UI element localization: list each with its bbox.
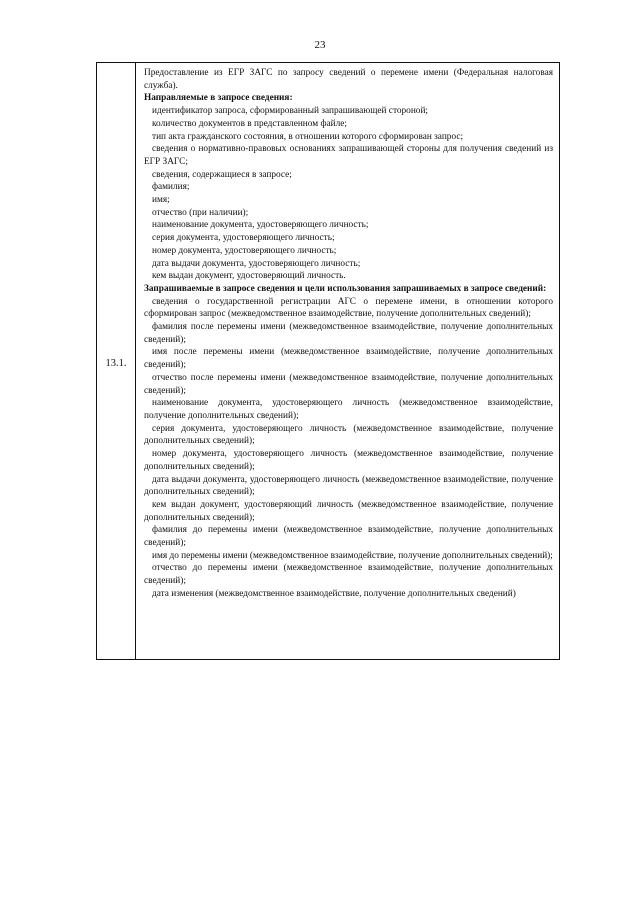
requested-item: отчество до перемены имени (межведомственное взаимодействие, получение дополнительных сведений); [144, 563, 553, 587]
sent-item: количество документов в представленном файле; [152, 118, 347, 129]
sent-item: идентификатор запроса, сформированный запрашивающей стороной; [152, 106, 429, 117]
requested-item: номер документа, удостоверяющего личность (межведомственное взаимодействие, получение дополнительных сведений); [144, 449, 553, 472]
sent-item: дата выдачи документа, удостоверяющего личность; [152, 258, 361, 269]
document-table [96, 62, 560, 660]
sent-item: фамилия; [152, 182, 190, 193]
requested-item: отчество после перемены имени (межведомственное взаимодействие, получение дополнительных сведений); [144, 372, 553, 396]
row-content-cell [136, 63, 559, 601]
sent-item: отчество (при наличии); [152, 207, 249, 218]
sent-item: наименование документа, удостоверяющего личность; [152, 220, 369, 231]
requested-item: дата изменения (межведомственное взаимодействие, получение дополнительных сведений) [152, 588, 516, 599]
sent-item: серия документа, удостоверяющего личность; [152, 233, 335, 244]
row-number: 13.1. [105, 358, 127, 369]
requested-item: фамилия до перемены имени (межведомственное взаимодействие, получение дополнительных сведений); [144, 525, 553, 549]
sent-item: имя; [152, 195, 170, 206]
sent-item: номер документа, удостоверяющего личность; [152, 245, 337, 256]
sent-item: кем выдан документ, удостоверяющий личность. [152, 271, 346, 282]
row-number-cell [97, 63, 136, 659]
requested-data-heading: Запрашиваемые в запросе сведения и цели использования запрашиваемых в запросе сведений: [144, 283, 547, 294]
sent-item: сведения о нормативно-правовых основаниях запрашивающей стороны для получения сведений из ЕГР ЗАГС; [144, 144, 553, 167]
requested-item: серия документа, удостоверяющего личность (межведомственное взаимодействие, получение дополнительных сведений); [144, 423, 553, 447]
service-description: Предоставление из ЕГР ЗАГС по запросу сведений о перемене имени (Федеральная налоговая служба). [144, 68, 553, 91]
requested-item: сведения о государственной регистрации АГС о перемене имени, в отношении которого сформирован запрос (межведомственное взаимодействие, получение дополнительных сведений); [144, 296, 553, 320]
sent-item: тип акта гражданского состояния, в отношении которого сформирован запрос; [152, 131, 464, 142]
requested-item: имя до перемены имени (межведомственное взаимодействие, получение дополнительных сведений); [152, 550, 553, 561]
sent-item: сведения, содержащиеся в запросе; [152, 169, 292, 180]
sent-data-heading: Направляемые в запросе сведения: [144, 93, 293, 104]
requested-item: кем выдан документ, удостоверяющий личность (межведомственное взаимодействие, получение дополнительных сведений); [144, 499, 553, 523]
requested-item: дата выдачи документа, удостоверяющего личность (межведомственное взаимодействие, получение дополнительных сведений); [144, 474, 553, 498]
requested-item: наименование документа, удостоверяющего личность (межведомственное взаимодействие, получение дополнительных сведений); [144, 398, 553, 421]
requested-item: фамилия после перемены имени (межведомственное взаимодействие, получение дополнительных сведений); [144, 322, 553, 345]
requested-item: имя после перемены имени (межведомственное взаимодействие, получение дополнительных сведений); [144, 347, 553, 371]
page-number: 23 [314, 39, 326, 51]
